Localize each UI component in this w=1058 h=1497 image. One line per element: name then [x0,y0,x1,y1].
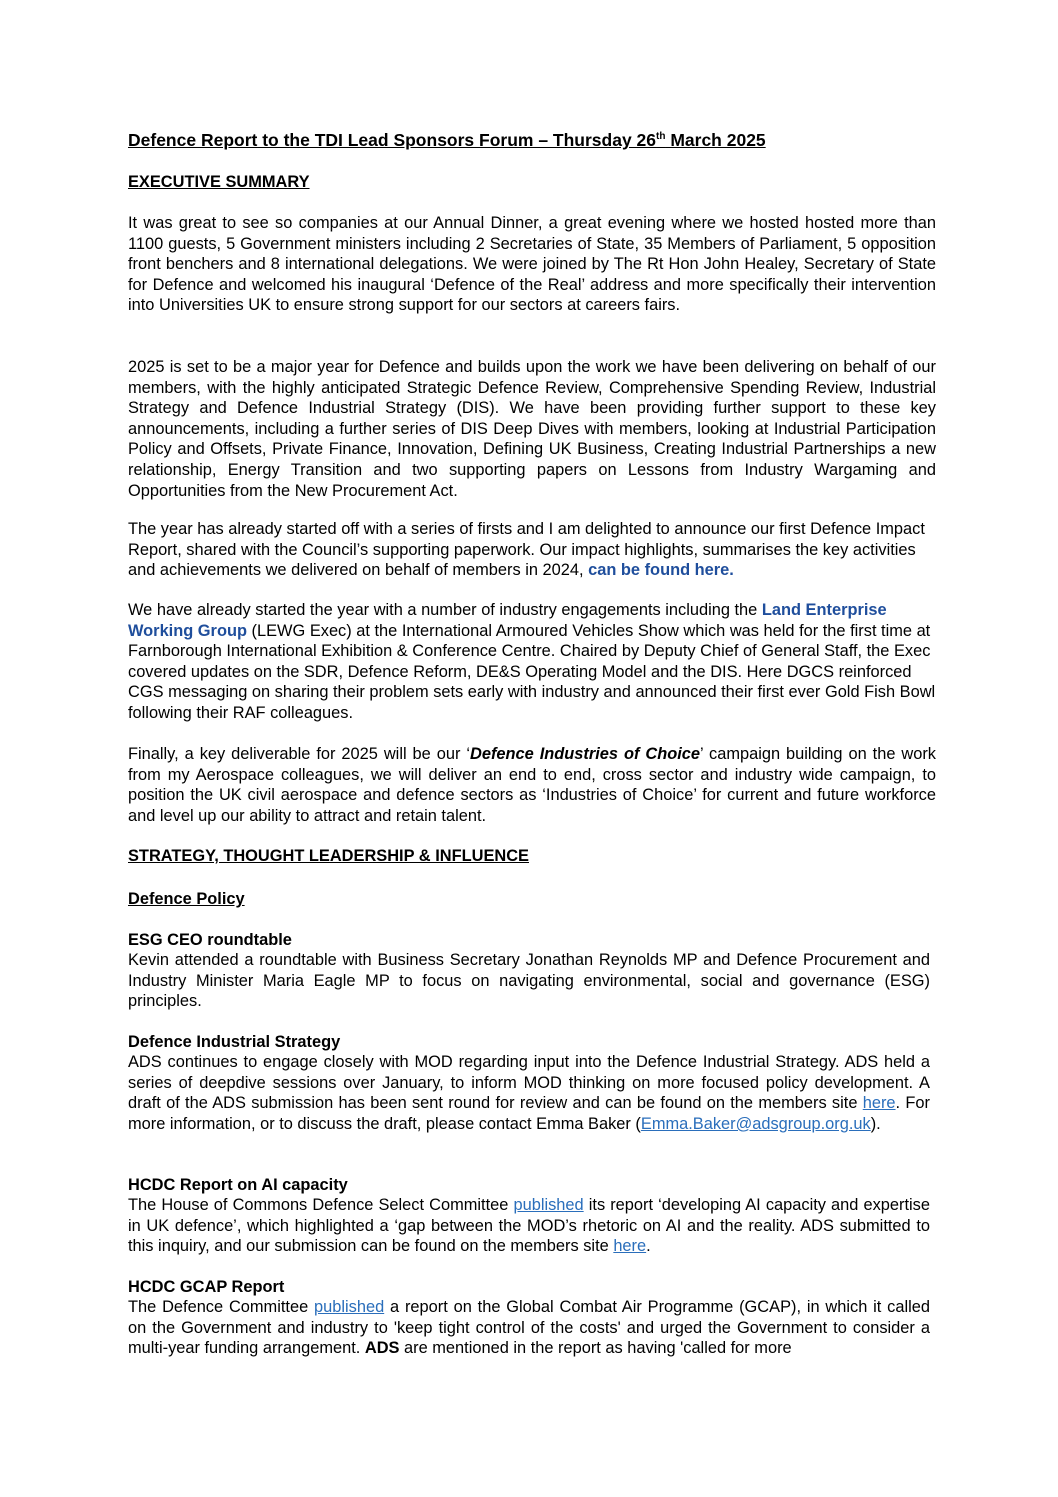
lewg-link[interactable]: Land Enterprise Working Group [128,601,887,640]
report-title [128,130,936,151]
gcap-ads-bold: ADS [364,1339,400,1358]
dis-body-mid: . For more information, or to discuss the draft, please contact Emma Baker ( [128,1094,930,1133]
exec-summary-para-1: It was great to see so companies at our Annual Dinner, a great evening where we hosted hosted more than 1100 guests, 5 Government ministers including 2 Secretaries of State, 35 Members of Parliament, 5 opposition front benchers and 8 international delegations. We were joined by The Rt Hon John Healey, Secretary of State for Defence and welcomed his inaugural ‘Defence of the Real’ address and more specifically their intervention into Universities UK to ensure strong support for our sectors at careers fairs. [128,214,936,315]
hcdc-ai-pre: The House of Commons Defence Select Committee [128,1196,514,1214]
hcdc-ai-published-link[interactable]: published [513,1196,584,1214]
dis-here-link[interactable]: here [862,1094,896,1113]
hcdc-ai-post: . [646,1237,651,1256]
defence-policy-heading: Defence Policy [128,890,245,908]
strategy-heading: STRATEGY, THOUGHT LEADERSHIP & INFLUENCE [128,847,529,865]
gcap-mid: a report on the Global Combat Air Programme (GCAP), in which it called on the Government and industry to 'keep tight control of the costs' and urged the Government to consider a multi-year funding arrangement. [128,1298,930,1358]
hcdc-ai-here-link[interactable]: here [613,1237,647,1256]
esg-body: Kevin attended a roundtable with Business Secretary Jonathan Reynolds MP and Defence Procurement and Industry Minister Maria Eagle MP to focus on navigating environmental, social and governance (ESG) principles. [128,951,930,1011]
impact-report-link[interactable]: can be found here. [588,561,734,580]
dis-body-post: ). [870,1114,881,1133]
report-title-suffix: March 2025 [665,130,766,150]
hcdc-ai-body [128,1195,930,1257]
gcap-pre: The Defence Committee [128,1298,315,1316]
exec-summary-para-2: 2025 is set to be a major year for Defence and builds upon the work we have been delivering on behalf of our members, with the highly anticipated Strategic Defence Review, Comprehensive Spending Review, Industrial Strategy and Defence Industrial Strategy (DIS). We have been providing further support to these key announcements, including a further series of DIS Deep Dives with members, looking at Industrial Participation Policy and Offsets, Private Finance, Innovation, Defining UK Business, Creating Industrial Partnerships a new relationship, Energy Transition and two supporting papers on Lessons from Industry Wargaming and Opportunities from the New Procurement Act. [128,358,936,500]
para-5-pre: Finally, a key deliverable for 2025 will be our ‘ [128,745,470,763]
para-3-text: The year has already started off with a series of firsts and I am delighted to announce our first Defence Impact Report, shared with the Council’s supporting paperwork. Our impact highlights, summarises the key activities and achievements we delivered on behalf of members in 2024, [128,520,925,580]
hcdc-ai-mid: its report ‘developing AI capacity and expertise in UK defence’, which highlighted a ‘gap between the MOD’s rhetoric on AI and the reality. ADS submitted to this inquiry, and our submission can be found on the members site [128,1196,930,1256]
dis-body-pre: ADS continues to engage closely with MOD regarding input into the Defence Industrial Strategy. ADS held a series of deepdive sessions over January, to inform MOD thinking on more focused policy development. A draft of the ADS submission has been sent round for review and can be found on the members site [128,1053,930,1113]
para-5-post: ’ campaign building on the work from my Aerospace colleagues, we will deliver an end to end, cross sector and industry wide campaign, to position the UK civil aerospace and defence sectors as ‘Industries of Choice’ for current and future workforce and level up our ability to attract and retain talent. [128,745,936,825]
report-title-main: Defence Report to the TDI Lead Sponsors Forum – Thursday 26 [128,130,657,150]
dis-title: Defence Industrial Strategy [128,1033,341,1051]
esg-title: ESG CEO roundtable [128,931,292,949]
email-link[interactable]: Emma.Baker@adsgroup.org.uk [640,1114,871,1133]
exec-summary-para-4 [128,600,936,724]
hcdc-gcap-body [128,1297,930,1359]
exec-summary-para-5 [128,744,936,826]
exec-summary-para-3 [128,519,936,581]
para-4-pre: We have already started the year with a number of industry engagements including the [128,601,762,619]
para-4-post: (LEWG Exec) at the International Armoured Vehicles Show which was held for the first time at Farnborough International Exhibition & Conference Centre. Chaired by Deputy Chief of General Staff, the Exec covered updates on the SDR, Defence Reform, DE&S Operating Model and the DIS. Here DGCS reinforced CGS messaging on sharing their problem sets early with industry and announced their first ever Gold Fish Bowl following their RAF colleagues. [128,621,936,722]
gcap-post: are mentioned in the report as having 'called for more [399,1339,792,1358]
hcdc-gcap-title: HCDC GCAP Report [128,1278,285,1296]
executive-summary-heading: EXECUTIVE SUMMARY [128,173,310,191]
hcdc-ai-title: HCDC Report on AI capacity [128,1176,348,1194]
report-title-sup: th [656,131,666,143]
campaign-name: Defence Industries of Choice [470,745,701,763]
gcap-published-link[interactable]: published [314,1298,385,1316]
dis-body [128,1052,930,1134]
